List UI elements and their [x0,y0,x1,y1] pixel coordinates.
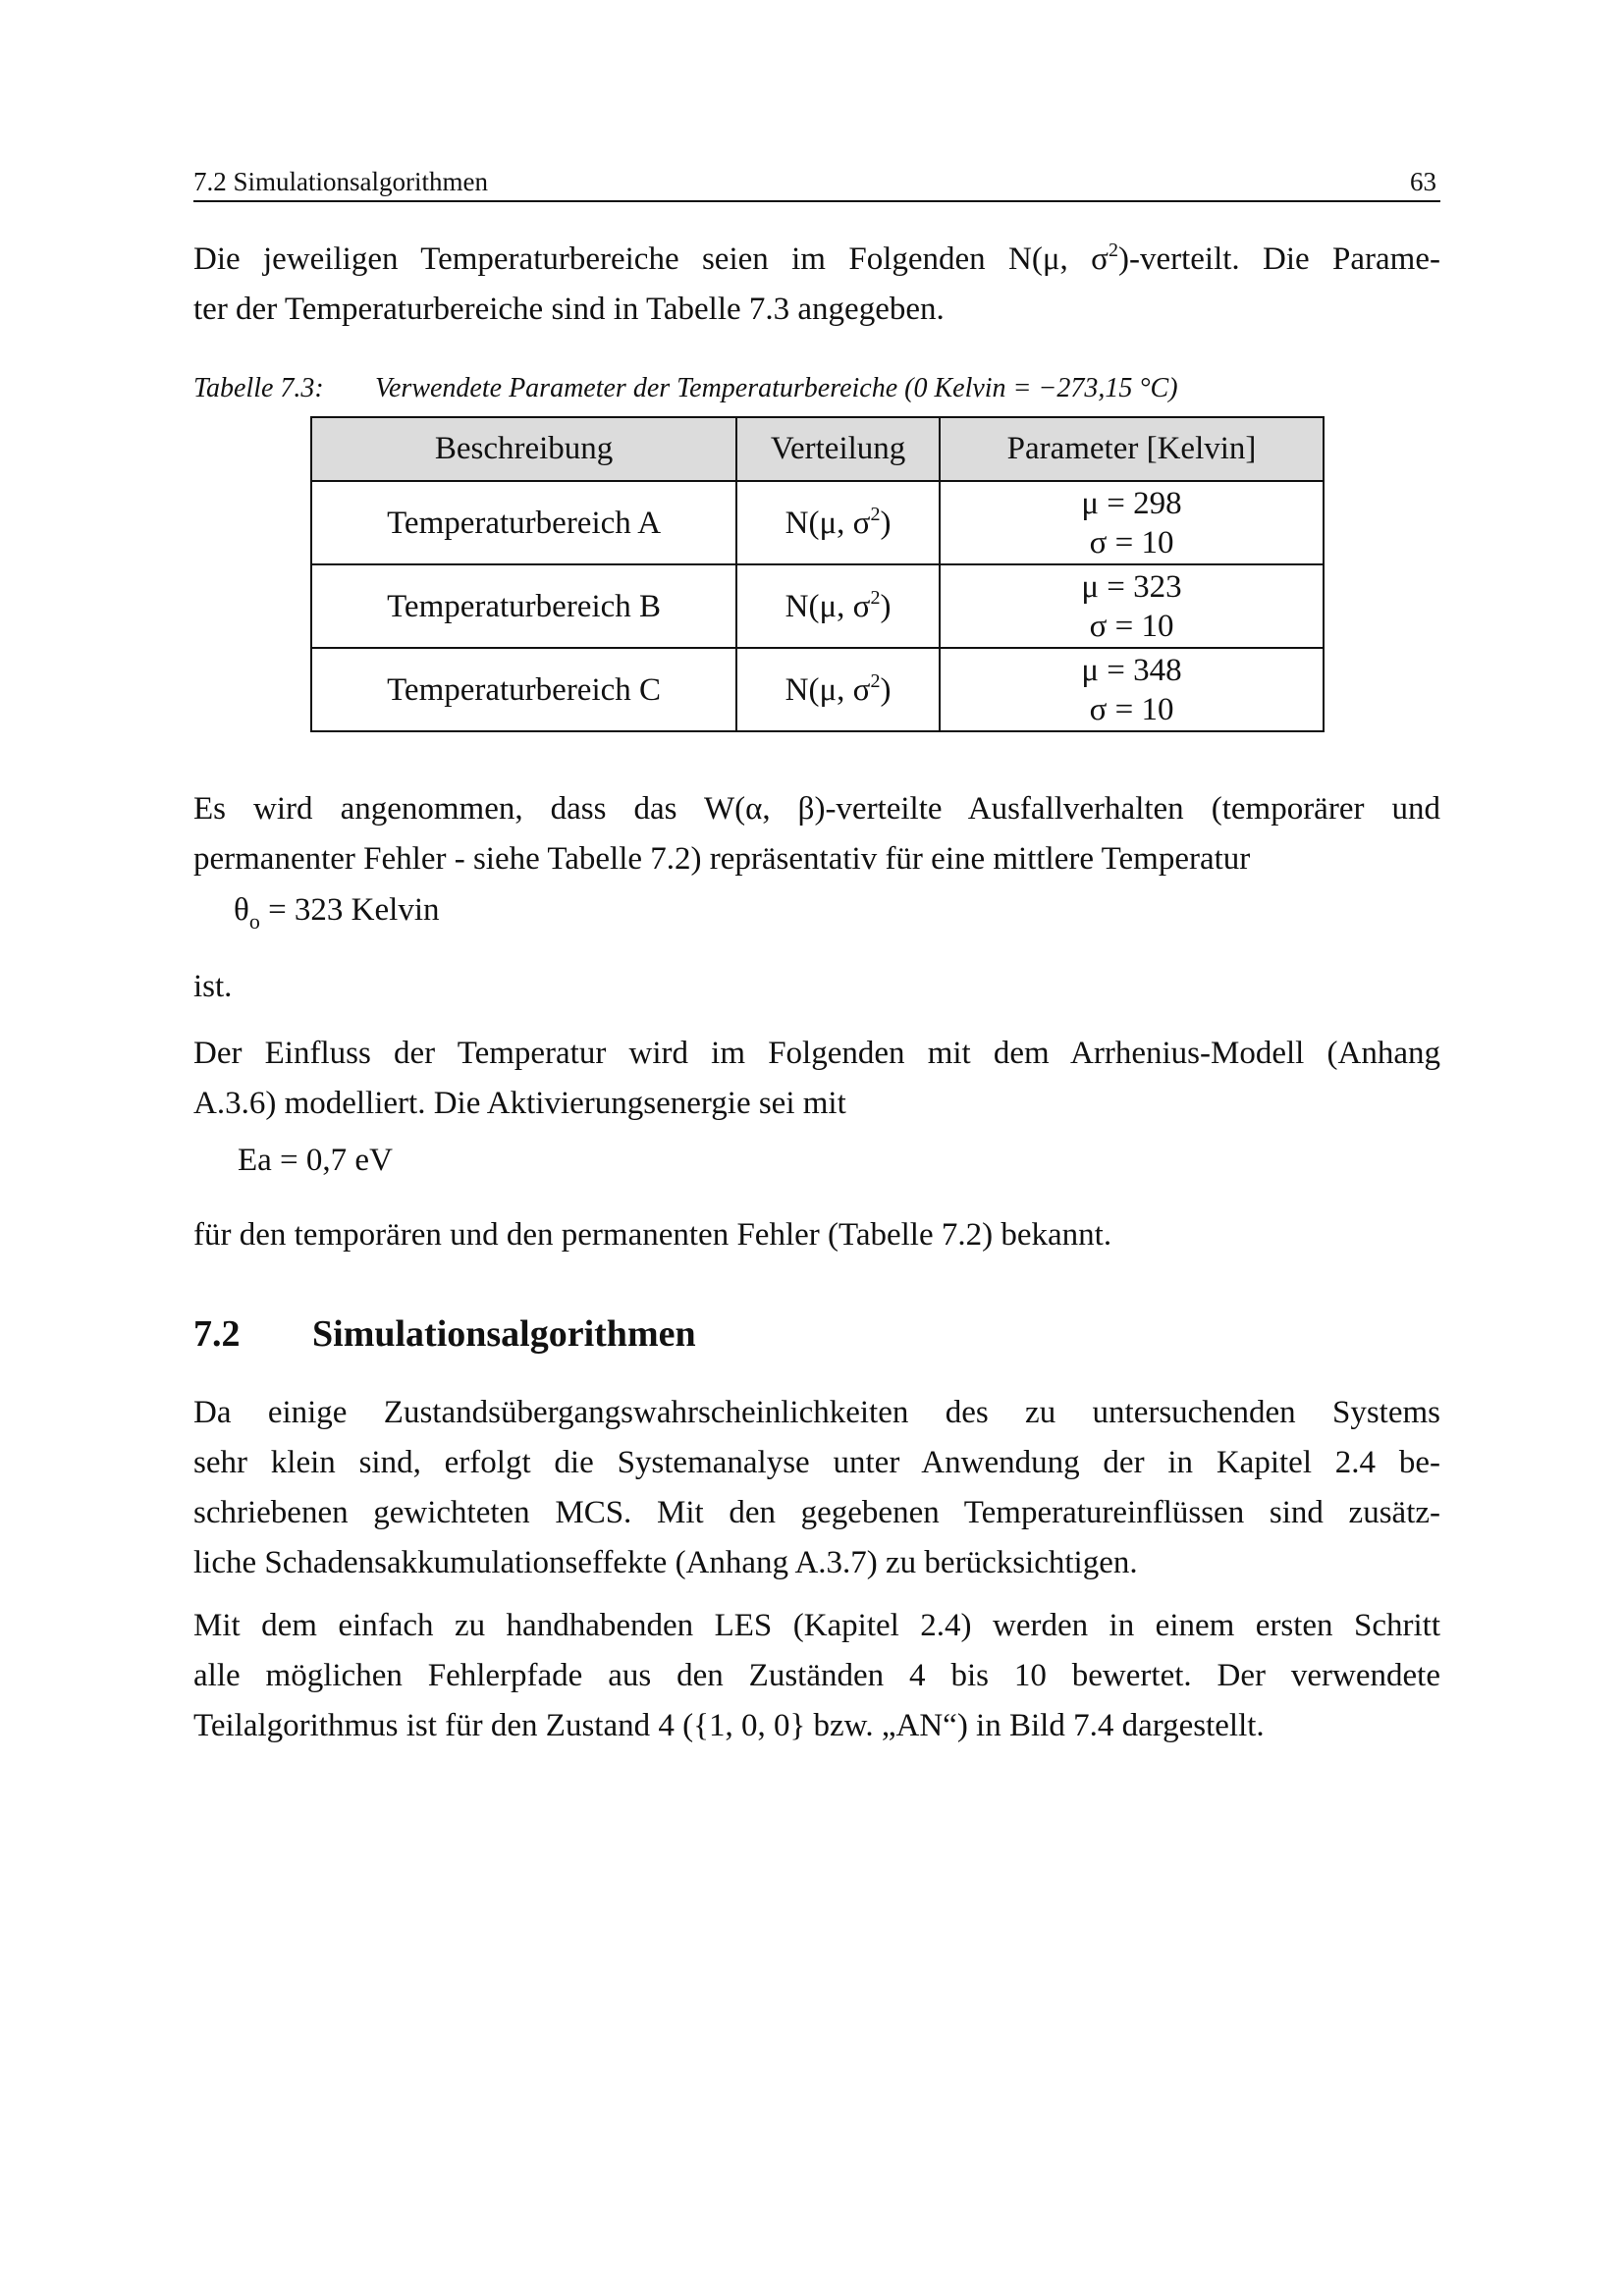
paragraph-failure-behaviour [193,784,1440,884]
row-parameters [940,564,1324,648]
text-line: Die jeweiligen Temperaturbereiche seien im Folgenden N(μ, $\sigma^2$)-verteilt. Die Parame- [193,240,1440,277]
column-header-distribution: Verteilung [736,417,940,481]
table-row [311,481,1324,564]
row-distribution: N(μ, $\sigma^2$) [736,648,940,731]
row-description: Temperaturbereich B [311,564,736,648]
table-caption-label: Tabelle 7.3: [193,373,324,403]
text-line: liche Schadensakkumulationseffekte (Anhang A.3.7) zu berücksichtigen. [193,1545,1138,1580]
mu-value: μ = 323 [1081,568,1182,605]
text-line: Teilalgorithmus ist für den Zustand 4 ({1, 0, 0} bzw. „AN“) in Bild 7.4 dargestellt. [193,1708,1265,1743]
text-line: Es wird angenommen, dass das W(α, β)-verteilte Ausfallverhalten (temporärer und [193,791,1440,827]
table-row [311,648,1324,731]
sigma-value: σ = 10 [1089,691,1174,727]
paragraph-activation-scope [193,1210,1440,1260]
row-description: Temperaturbereich A [311,481,736,564]
paragraph-weighted-mcs [193,1388,1440,1588]
text-ist: ist. [193,969,233,1004]
table-header-row [311,417,1324,481]
section-title: Simulationsalgorithmen [312,1313,696,1355]
text-line: schriebenen gewichteten MCS. Mit den gegebenen Temperatureinflüssen sind zusätz- [193,1495,1440,1530]
text-line: alle möglichen Fehlerpfade aus den Zuständen 4 bis 10 bewertet. Der verwendete [193,1658,1440,1693]
sigma-value: σ = 10 [1089,524,1174,561]
text-line: Der Einfluss der Temperatur wird im Folgenden mit dem Arrhenius-Modell (Anhang [193,1036,1440,1071]
table-row [311,564,1324,648]
paragraph-les-algorithm [193,1601,1440,1751]
mu-value: μ = 348 [1081,652,1182,688]
table-caption-text: Verwendete Parameter der Temperaturbereiche (0 Kelvin = −273,15 °C) [375,373,1178,403]
row-description: Temperaturbereich C [311,648,736,731]
equation-reference-temperature: $\theta_o = 323$ Kelvin [234,892,440,934]
text-line: für den temporären und den permanenten Fehler (Tabelle 7.2) bekannt. [193,1217,1112,1253]
row-parameters [940,648,1324,731]
mu-value: μ = 298 [1081,485,1182,521]
paragraph-distribution-intro [193,235,1440,335]
running-header [193,163,1440,202]
text-line: sehr klein sind, erfolgt die Systemanalyse unter Anwendung der in Kapitel 2.4 be- [193,1445,1440,1480]
text-line: A.3.6) modelliert. Die Aktivierungsenergie sei mit [193,1086,846,1121]
text-line: Da einige Zustandsübergangswahrscheinlichkeiten des zu untersuchenden Systems [193,1395,1440,1430]
page-number: 63 [1410,167,1436,196]
header-section-title: 7.2 Simulationsalgorithmen [193,167,488,196]
equation-activation-energy: Ea = 0,7 eV [238,1143,393,1178]
row-distribution: N(μ, $\sigma^2$) [736,481,940,564]
table-caption [193,373,1178,404]
row-distribution: N(μ, $\sigma^2$) [736,564,940,648]
temperature-parameter-table [310,416,1325,732]
sigma-value: σ = 10 [1089,608,1174,644]
row-parameters [940,481,1324,564]
text-line: Mit dem einfach zu handhabenden LES (Kapitel 2.4) werden in einem ersten Schritt [193,1608,1440,1643]
text-line: ter der Temperaturbereiche sind in Tabelle 7.3 angegeben. [193,292,945,327]
paragraph-arrhenius-model [193,1029,1440,1129]
column-header-description: Beschreibung [311,417,736,481]
section-number: 7.2 [193,1313,241,1355]
section-heading [193,1312,696,1356]
text-line: permanenter Fehler - siehe Tabelle 7.2) repräsentativ für eine mittlere Temperatur [193,841,1251,877]
column-header-parameters: Parameter [Kelvin] [940,417,1324,481]
